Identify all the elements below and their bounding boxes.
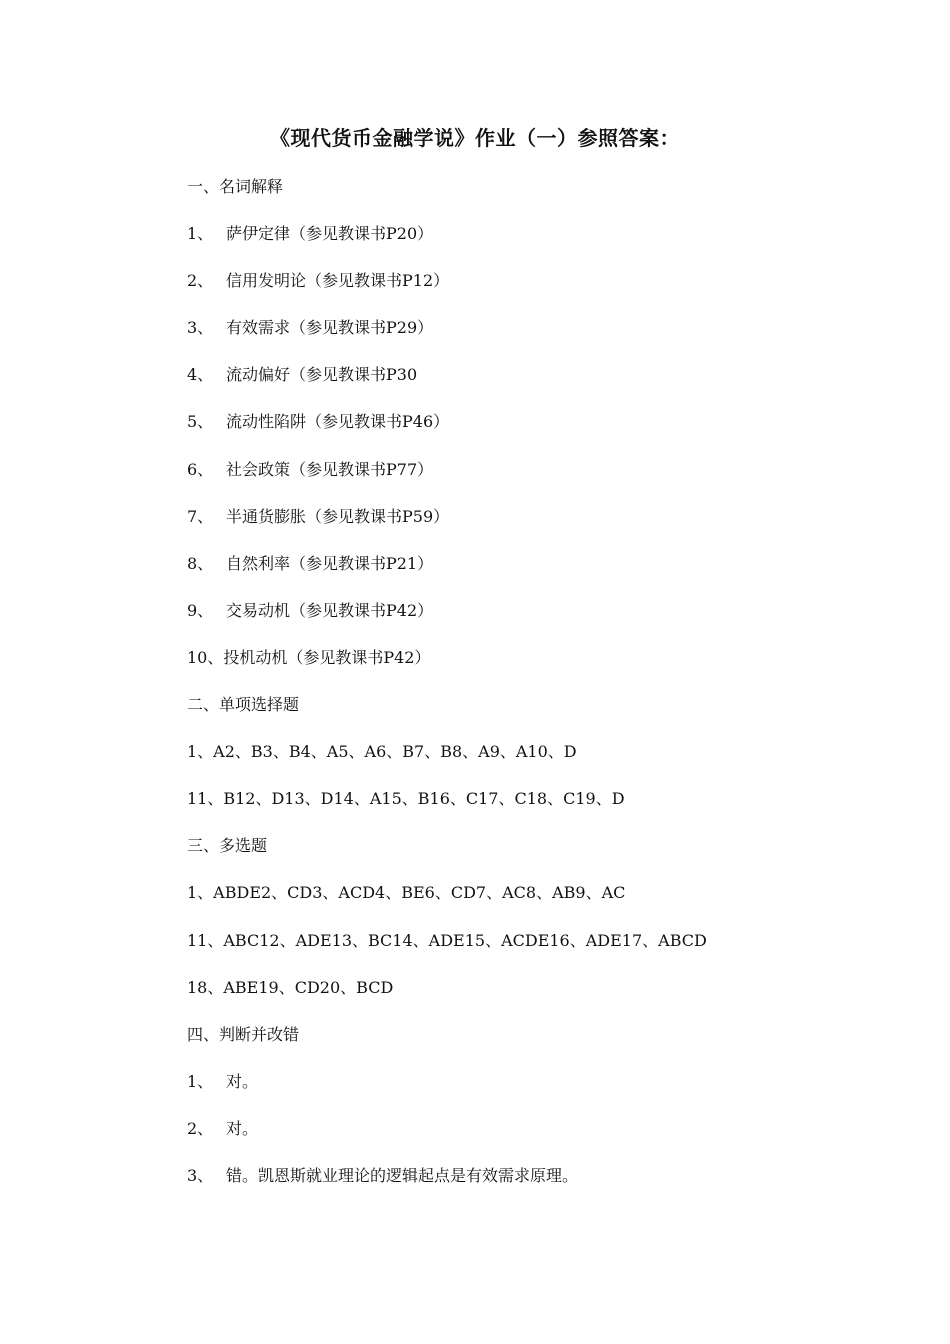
item-number: 8、 [187,553,214,573]
line-text: 二、单项选择题 [187,695,300,715]
list-item [187,551,887,598]
line-text: 社会政策（参见教课书P77） [226,459,434,479]
line-text: 交易动机（参见教课书P42） [226,600,434,620]
list-item [187,457,887,504]
section-heading [187,692,887,739]
item-number: 3、 [187,1165,214,1185]
line-text: 10、投机动机（参见教课书P42） [187,647,431,667]
list-item [187,268,887,315]
line-text: 流动偏好（参见教课书P30 [226,365,418,385]
list-item [187,315,887,362]
answer-row [187,928,887,975]
section-heading [187,1022,887,1069]
answer-row [187,880,887,927]
list-item [187,362,887,409]
item-number: 5、 [187,412,214,432]
line-text: 自然利率（参见教课书P21） [226,553,434,573]
item-number: 4、 [187,365,214,385]
list-item [187,504,887,551]
item-number: 6、 [187,459,214,479]
line-text: 四、判断并改错 [187,1024,300,1044]
line-text: 对。 [226,1071,259,1091]
item-number: 7、 [187,506,214,526]
item-number: 3、 [187,318,214,338]
line-text: 11、ABC12、ADE13、BC14、ADE15、ACDE16、ADE17、ABCD [187,930,707,950]
line-text: 18、ABE19、CD20、BCD [187,977,394,997]
line-text: 信用发明论（参见教课书P12） [226,271,450,291]
line-text: 11、B12、D13、D14、A15、B16、C17、C18、C19、D [187,789,625,809]
line-text: 一、名词解释 [187,177,284,196]
item-number: 1、 [187,1071,214,1091]
item-number: 1、 [187,224,214,244]
line-text: 半通货膨胀（参见教课书P59） [226,506,450,526]
list-item [187,598,887,645]
list-item [187,221,887,268]
answer-row [187,975,887,1022]
line-text: 错。凯恩斯就业理论的逻辑起点是有效需求原理。 [226,1165,579,1185]
line-text: 1、A2、B3、B4、A5、A6、B7、B8、A9、A10、D [187,742,577,762]
section-heading [187,833,887,880]
line-text: 三、多选题 [187,836,268,856]
line-text: 对。 [226,1118,259,1138]
item-number: 2、 [187,271,214,291]
item-number: 2、 [187,1118,214,1138]
answer-list [187,174,887,1210]
item-number: 9、 [187,600,214,620]
answer-row [187,739,887,786]
line-text: 萨伊定律（参见教课书P20） [226,224,434,244]
list-item [187,1069,887,1116]
answer-row [187,786,887,833]
line-text: 有效需求（参见教课书P29） [226,318,434,338]
document-title: 《现代货币金融学说》作业（一）参照答案： [270,126,680,150]
list-item [187,1116,887,1163]
section-heading [187,174,887,221]
list-item [187,409,887,456]
list-item [187,1163,887,1210]
list-item [187,645,887,692]
line-text: 流动性陷阱（参见教课书P46） [226,412,450,432]
line-text: 1、ABDE2、CD3、ACD4、BE6、CD7、AC8、AB9、AC [187,883,626,903]
